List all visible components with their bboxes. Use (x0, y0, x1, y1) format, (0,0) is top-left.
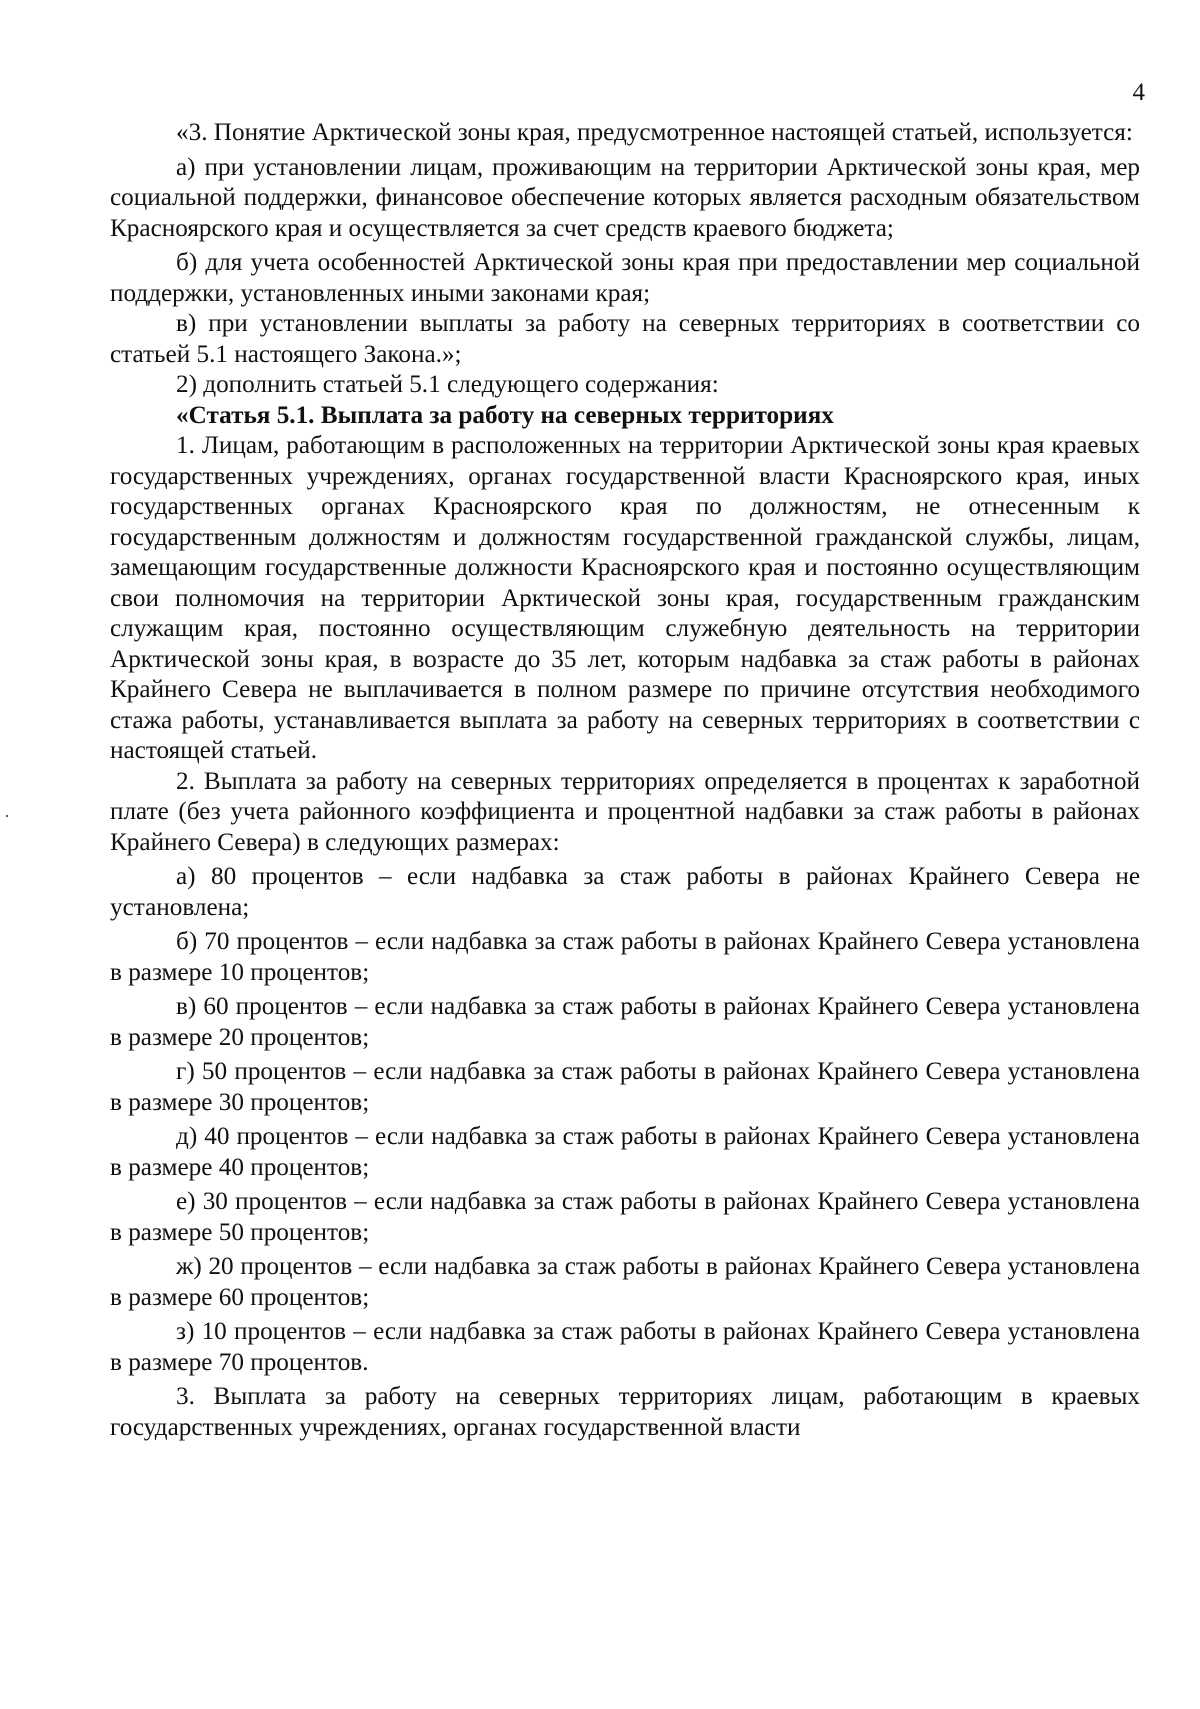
paragraph-arctic-zone-concept: «3. Понятие Арктической зоны края, предусмотренное настоящей статьей, используется: (176, 119, 1133, 146)
document-body (110, 118, 1140, 1443)
scan-speck (6, 815, 8, 817)
paragraph-rate-z: з) 10 процентов – если надбавка за стаж работы в районах Крайнего Севера установлена в размере 70 процентов. (110, 1318, 1140, 1376)
paragraph-item-a: а) при установлении лицам, проживающим на территории Арктической зоны края, мер социальной поддержки, финансовое обеспечение которых является расходным обязательством Красноярского края и осуществляется за счет средств краевого бюджета; (110, 153, 1140, 242)
paragraph-rate-b: б) 70 процентов – если надбавка за стаж работы в районах Крайнего Севера установлена в размере 10 процентов; (110, 928, 1140, 986)
paragraph-rate-g: г) 50 процентов – если надбавка за стаж работы в районах Крайнего Севера установлена в размере 30 процентов; (110, 1058, 1140, 1116)
paragraph-rate-a: а) 80 процентов – если надбавка за стаж работы в районах Крайнего Севера не установлена; (110, 863, 1140, 921)
article-heading: «Статья 5.1. Выплата за работу на северных территориях (176, 401, 834, 429)
paragraph-clause-3: 3. Выплата за работу на северных территориях лицам, работающим в краевых государственных учреждениях, органах государственной власти (110, 1383, 1140, 1441)
page-number: 4 (1132, 79, 1145, 106)
paragraph-item-b: б) для учета особенностей Арктической зоны края при предоставлении мер социальной поддержки, установленных иными законами края; (110, 249, 1140, 307)
paragraph-amendment-2: 2) дополнить статьей 5.1 следующего содержания: (176, 371, 719, 398)
paragraph-rate-e: е) 30 процентов – если надбавка за стаж работы в районах Крайнего Севера установлена в размере 50 процентов; (110, 1188, 1140, 1246)
paragraph-rate-d: д) 40 процентов – если надбавка за стаж работы в районах Крайнего Севера установлена в размере 40 процентов; (110, 1123, 1140, 1181)
paragraph-clause-1: 1. Лицам, работающим в расположенных на территории Арктической зоны края краевых государственных учреждениях, органах государственной власти Красноярского края, иных государственных органах Красноярского края по должностям, не отнесенным к государственным должностям и должностям государственной гражданской службы, лицам, замещающим государственные должности Красноярского края и постоянно осуществляющим свои полномочия на территории Арктической зоны края, государственным гражданским служащим края, постоянно осуществляющим служебную деятельность на территории Арктической зоны края, в возрасте до 35 лет, которым надбавка за стаж работы в районах Крайнего Севера не выплачивается в полном размере по причине отсутствия необходимого стажа работы, устанавливается выплата за работу на северных территориях в соответствии с настоящей статьей. (110, 432, 1140, 764)
paragraph-rate-zh: ж) 20 процентов – если надбавка за стаж работы в районах Крайнего Севера установлена в размере 60 процентов; (110, 1253, 1140, 1311)
paragraph-rate-v: в) 60 процентов – если надбавка за стаж работы в районах Крайнего Севера установлена в размере 20 процентов; (110, 993, 1140, 1051)
paragraph-clause-2: 2. Выплата за работу на северных территориях определяется в процентах к заработной плате (без учета районного коэффициента и процентной надбавки за стаж работы в районах Крайнего Севера) в следующих размерах: (110, 767, 1140, 856)
paragraph-item-v: в) при установлении выплаты за работу на северных территориях в соответствии со статьей 5.1 настоящего Закона.»; (110, 310, 1140, 368)
